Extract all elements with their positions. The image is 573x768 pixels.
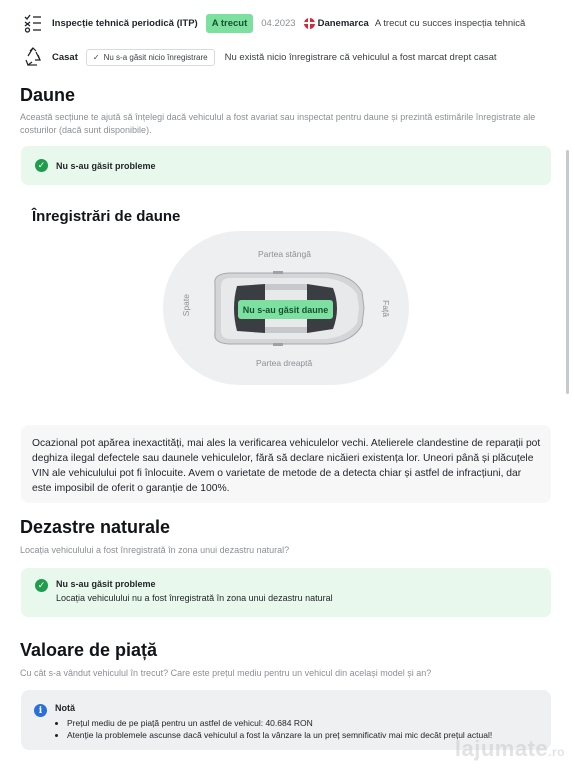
itp-country: Danemarca	[317, 17, 369, 29]
list-item: • Prețul mediu de pe piață pentru un astfel de vehicul: 40.684 RON	[67, 717, 492, 729]
scrollbar[interactable]	[566, 150, 569, 394]
watermark-tld: .ro	[548, 745, 565, 759]
disasters-title: Dezastre naturale	[20, 517, 171, 537]
denmark-flag-icon	[304, 18, 315, 29]
watermark	[455, 736, 565, 762]
damage-status: Nu s-au găsit probleme	[56, 160, 156, 171]
recycle-icon	[22, 46, 44, 68]
info-icon: i	[34, 704, 47, 717]
market-title: Valoare de piață	[20, 640, 158, 660]
left-side-label: Partea stângă	[258, 249, 311, 259]
damage-status-box	[21, 146, 551, 185]
damage-title: Daune	[20, 85, 76, 105]
disasters-status: Nu s-au găsit probleme	[56, 579, 156, 589]
itp-note: A trecut cu succes inspecția tehnică	[374, 17, 526, 29]
scrap-chip	[86, 49, 215, 66]
list-item: • Atenție la problemele ascunse dacă vehiculul a fost la vânzare la un preț semnificativ mai mic decât prețul actual!	[67, 729, 492, 741]
itp-row	[22, 12, 543, 34]
check-circle-icon: ✓	[35, 159, 48, 172]
market-note-list	[67, 717, 492, 741]
scrap-row	[22, 46, 543, 68]
checklist-icon	[22, 12, 44, 34]
watermark-text: lajumate	[454, 736, 549, 761]
market-description: Cu cât s-a vândut vehiculul în trecut? Care este prețul mediu pentru un vehicul din același model și an?	[20, 668, 432, 678]
scrap-note: Nu există nicio înregistrare că vehiculul a fost marcat drept casat	[224, 51, 497, 63]
front-label: Față	[381, 300, 391, 318]
damage-records-title: Înregistrări de daune	[32, 208, 181, 225]
damage-description: Această secțiune te ajută să înțelegi dacă vehiculul a fost avariat sau inspectat pentru daune și prezintă estimările înregistrate ale costurilor (dacă sunt disponibile).	[20, 112, 536, 135]
itp-status-badge: A trecut	[206, 14, 254, 33]
damage-disclaimer: Ocazional pot apărea inexactități, mai ales la verificarea vehiculelor vechi. Atelierele clandestine de reparații pot deghiza ilegal defectele sau daunele vehiculelor, fără să declare nicăieri existența lor. Uneori până și plăcuțele VIN ale vehiculului pot fi înlocuite. Avem o varietate de metode de a detecta chiar și astfel de infracțiuni, dar este imposibil de oferit o garanție de 100%.	[32, 438, 541, 494]
check-icon: ✓	[92, 52, 100, 62]
check-circle-icon: ✓	[35, 579, 48, 592]
scrap-label: Casat	[52, 51, 78, 63]
disasters-description: Locația vehiculului a fost înregistrată în zona unui dezastru natural?	[20, 545, 290, 555]
itp-label: Inspecție tehnică periodică (ITP)	[52, 17, 198, 29]
right-side-label: Partea dreaptă	[256, 358, 313, 368]
itp-date: 04.2023	[261, 17, 296, 29]
disasters-status-box	[21, 568, 551, 617]
disasters-detail: Locația vehiculului nu a fost înregistrată în zona unui dezastru natural	[56, 593, 333, 603]
market-note-title: Notă	[55, 703, 75, 713]
back-label: Spate	[181, 294, 191, 317]
scrap-chip-label: Nu s-a găsit nicio înregistrare	[103, 52, 208, 62]
car-damage-label: Nu s-au găsit daune	[238, 300, 333, 319]
